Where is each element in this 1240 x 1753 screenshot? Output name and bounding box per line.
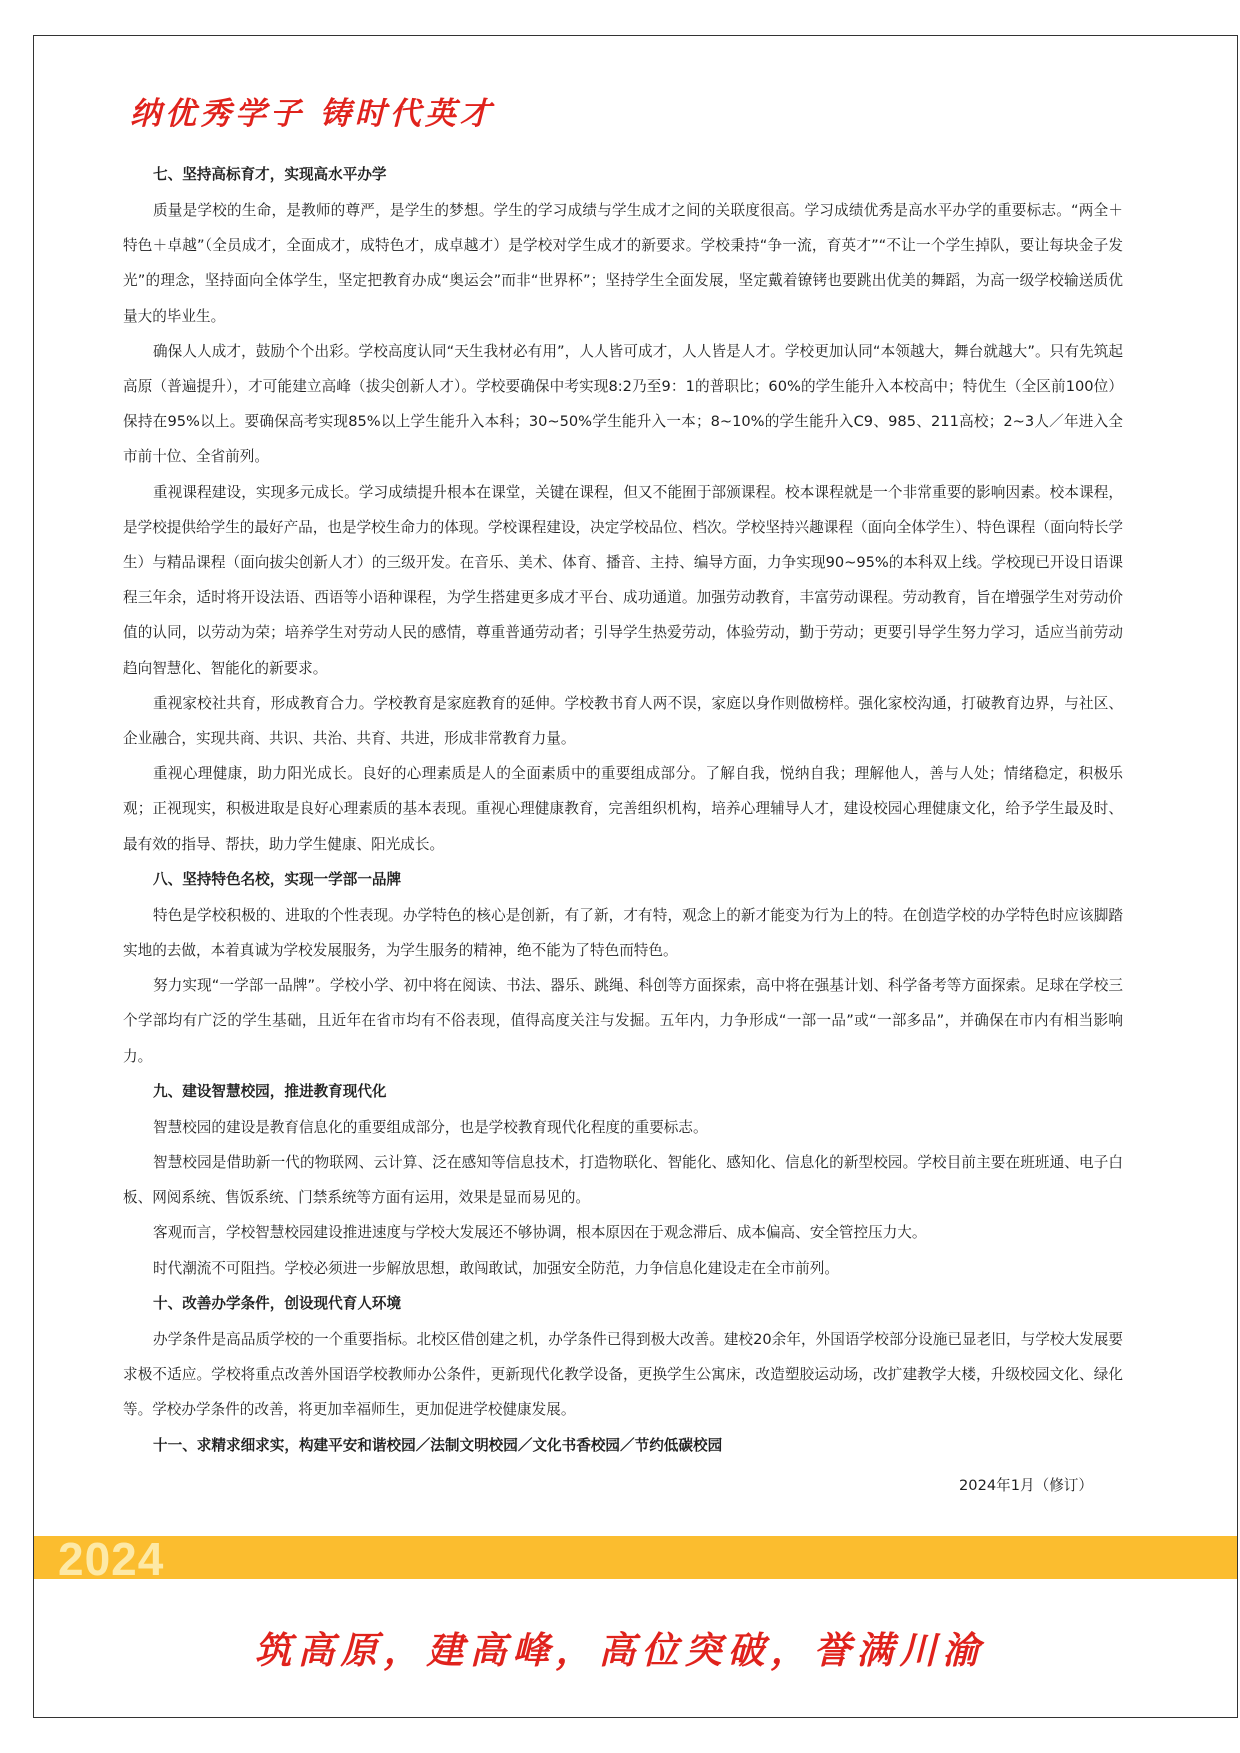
paragraph: 重视心理健康，助力阳光成长。良好的心理素质是人的全面素质中的重要组成部分。了解自我，悦纳自我；理解他人，善与人处；情绪稳定，积极乐观；正视现实，积极进取是良好心理素质的基本表现。重视心理健康教育，完善组织机构，培养心理辅导人才，建设校园心理健康文化，给予学生最及时、最有效的指导、帮扶，助力学生健康、阳光成长。 [123,765,1123,853]
section-heading-8: 八、坚持特色名校，实现一学部一品牌 [153,870,402,888]
paragraph: 智慧校园的建设是教育信息化的重要组成部分，也是学校教育现代化程度的重要标志。 [153,1118,708,1136]
section-heading-11: 十一、求精求细求实，构建平安和谐校园／法制文明校园／文化书香校园／节约低碳校园 [153,1436,723,1454]
paragraph: 质量是学校的生命，是教师的尊严，是学生的梦想。学生的学习成绩与学生成才之间的关联度很高。学习成绩优秀是高水平办学的重要标志。“两全＋特色＋卓越”（全员成才，全面成才，成特色才，成卓越才）是学校对学生成才的新要求。学校秉持“争一流，育英才”“不让一个学生掉队，要让每块金子发光”的理念，坚持面向全体学生，坚定把教育办成“奥运会”而非“世界杯”；坚持学生全面发展，坚定戴着镣铐也要跳出优美的舞蹈，为高一级学校输送质优量大的毕业生。 [123,202,1123,325]
paragraph: 办学条件是高品质学校的一个重要指标。北校区借创建之机，办学条件已得到极大改善。建校20余年，外国语学校部分设施已显老旧，与学校大发展要求极不适应。学校将重点改善外国语学校教师办公条件，更新现代化教学设备，更换学生公寓床，改造塑胶运动场，改扩建教学大楼，升级校园文化、绿化等。学校办学条件的改善，将更加幸福师生，更加促进学校健康发展。 [123,1330,1123,1419]
section-heading-10: 十、改善办学条件，创设现代育人环境 [153,1294,402,1312]
revision-date: 2024年1月（修订） [959,1476,1093,1494]
paragraph: 特色是学校积极的、进取的个性表现。办学特色的核心是创新，有了新，才有特，观念上的新才能变为行为上的特。在创造学校的办学特色时应该脚踏实地的去做，本着真诚为学校发展服务，为学生服务的精神，绝不能为了特色而特色。 [123,906,1123,960]
header-slogan: 纳优秀学子 铸时代英才 [130,96,495,132]
year-band [34,1533,1237,1585]
document-body [123,157,1123,1504]
paragraph: 时代潮流不可阻挡。学校必须进一步解放思想，敢闯敢试，加强安全防范，力争信息化建设走在全市前列。 [153,1259,839,1277]
paragraph: 智慧校园是借助新一代的物联网、云计算、泛在感知等信息技术，打造物联化、智能化、感知化、信息化的新型校园。学校目前主要在班班通、电子白板、网阅系统、售饭系统、门禁系统等方面有运用，效果是显而易见的。 [123,1154,1123,1207]
paragraph: 重视课程建设，实现多元成长。学习成绩提升根本在课堂，关键在课程，但又不能囿于部颁课程。校本课程就是一个非常重要的影响因素。校本课程，是学校提供给学生的最好产品，也是学校生命力的体现。学校课程建设，决定学校品位、档次。学校坚持兴趣课程（面向全体学生）、特色课程（面向特长学生）与精品课程（面向拔尖创新人才）的三级开发。在音乐、美术、体育、播音、主持、编导方面，力争实现90~95%的本科双上线。学校现已开设日语课程三年余，适时将开设法语、西语等小语种课程，为学生搭建更多成才平台、成功通道。加强劳动教育，丰富劳动课程。劳动教育，旨在增强学生对劳动价值的认同，以劳动为荣；培养学生对劳动人民的感情，尊重普通劳动者；引导学生热爱劳动，体验劳动，勤于劳动；更要引导学生努力学习，适应当前劳动趋向智慧化、智能化的新要求。 [123,483,1123,677]
section-heading-9: 九、建设智慧校园，推进教育现代化 [153,1082,387,1100]
section-heading-7: 七、坚持高标育才，实现高水平办学 [153,166,387,183]
paragraph: 重视家校社共育，形成教育合力。学校教育是家庭教育的延伸。学校教书育人两不误，家庭以身作则做榜样。强化家校沟通，打破教育边界，与社区、企业融合，实现共商、共识、共治、共育、共进，形成非常教育力量。 [123,694,1123,748]
paragraph: 客观而言，学校智慧校园建设推进速度与学校大发展还不够协调，根本原因在于观念滞后、成本偏高、安全管控压力大。 [153,1224,927,1242]
footer-slogan: 筑高原，建高峰，高位突破，誉满川渝 [254,1628,986,1672]
paragraph: 努力实现“一学部一品牌”。学校小学、初中将在阅读、书法、器乐、跳绳、科创等方面探索，高中将在强基计划、科学备考等方面探索。足球在学校三个学部均有广泛的学生基础，且近年在省市均有不俗表现，值得高度关注与发掘。五年内，力争形成“一部一品”或“一部多品”，并确保在市内有相当影响力。 [123,977,1123,1065]
paragraph: 确保人人成才，鼓励个个出彩。学校高度认同“天生我材必有用”，人人皆可成才，人人皆是人才。学校更加认同“本领越大，舞台就越大”。只有先筑起高原（普遍提升），才可能建立高峰（拔尖创新人才）。学校要确保中考实现8:2乃至9：1的普职比；60%的学生能升入本校高中；特优生（全区前100位）保持在95%以上。要确保高考实现85%以上学生能升入本科；30~50%学生能升入一本；8~10%的学生能升入C9、985、211高校；2~3人／年进入全市前十位、全省前列。 [123,342,1123,466]
year-label: 2024 [58,1533,165,1585]
